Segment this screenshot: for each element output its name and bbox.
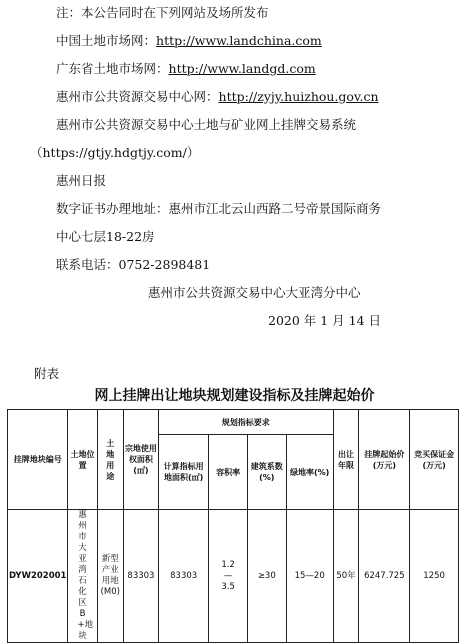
note-landgd [56, 61, 316, 77]
header-use-text: 土地用途 [106, 438, 115, 481]
header-term: 出让年限 [333, 410, 359, 510]
note-cert-address: 数字证书办理地址：惠州市江北云山西路二号帝景国际商务 [56, 201, 382, 216]
header-green: 绿地率(%) [286, 435, 333, 510]
cell-parcel-no: DYW202001 [8, 510, 68, 643]
cell-density: ≥30 [247, 510, 286, 643]
header-use [97, 410, 123, 510]
note-phone: 联系电话：0752-2898481 [56, 257, 211, 272]
header-price: 挂牌起始价(万元) [359, 410, 410, 510]
landchina-link[interactable]: http://www.landchina.com [156, 33, 322, 48]
header-deposit: 竞买保证金(万元) [410, 410, 459, 510]
signature: 惠州市公共资源交易中心大亚湾分中心 [148, 285, 361, 300]
header-area: 宗地使用权面积(㎡) [123, 410, 158, 510]
note-trading-system: 惠州市公共资源交易中心土地与矿业网上挂牌交易系统 [56, 117, 357, 132]
cell-far [209, 510, 248, 643]
date: 2020 年 1 月 14 日 [268, 313, 382, 328]
cell-area: 83303 [123, 510, 158, 643]
note-zyjy-label: 惠州市公共资源交易中心网： [56, 89, 219, 104]
cell-calc-area: 83303 [158, 510, 208, 643]
note-landchina-label: 中国土地市场网： [56, 33, 157, 48]
note-intro: 注：本公告同时在下列网站及场所发布 [56, 5, 269, 20]
table-title: 网上挂牌出让地块规划建设指标及挂牌起始价 [94, 388, 375, 404]
parcel-table [7, 409, 459, 643]
header-calc-area: 计算指标用地面积(㎡) [158, 435, 208, 510]
note-landchina [56, 33, 322, 49]
note-landgd-label: 广东省土地市场网： [56, 61, 169, 76]
note-trading-system-url[interactable]: （https://gtjy.hdgtjy.com/） [30, 145, 200, 160]
header-parcel-no: 挂牌地块编号 [8, 410, 68, 510]
appendix-label: 附表 [34, 366, 60, 381]
header-planning-group: 规划指标要求 [158, 410, 333, 435]
cell-use: 新型产业用地(M0) [97, 510, 123, 643]
cell-location [68, 510, 97, 643]
zyjy-link[interactable]: http://zyjy.huizhou.gov.cn [218, 89, 379, 104]
note-newspaper: 惠州日报 [56, 173, 107, 188]
header-far: 容积率 [209, 435, 248, 510]
cell-price: 6247.725 [359, 510, 410, 643]
table-row [8, 510, 459, 643]
note-cert-address-cont: 中心七层18-22房 [56, 229, 155, 244]
cell-term: 50年 [333, 510, 359, 643]
header-density: 建筑系数(%) [247, 435, 286, 510]
cell-green: 15—20 [286, 510, 333, 643]
header-location: 土地位置 [68, 410, 97, 510]
landgd-link[interactable]: http://www.landgd.com [168, 61, 316, 76]
cell-deposit: 1250 [410, 510, 459, 643]
note-zyjy [56, 89, 379, 105]
cell-far-text: 1.2—3.5 [221, 559, 235, 592]
cell-location-text: 惠州市大亚湾石化区B+地块 [77, 510, 94, 641]
